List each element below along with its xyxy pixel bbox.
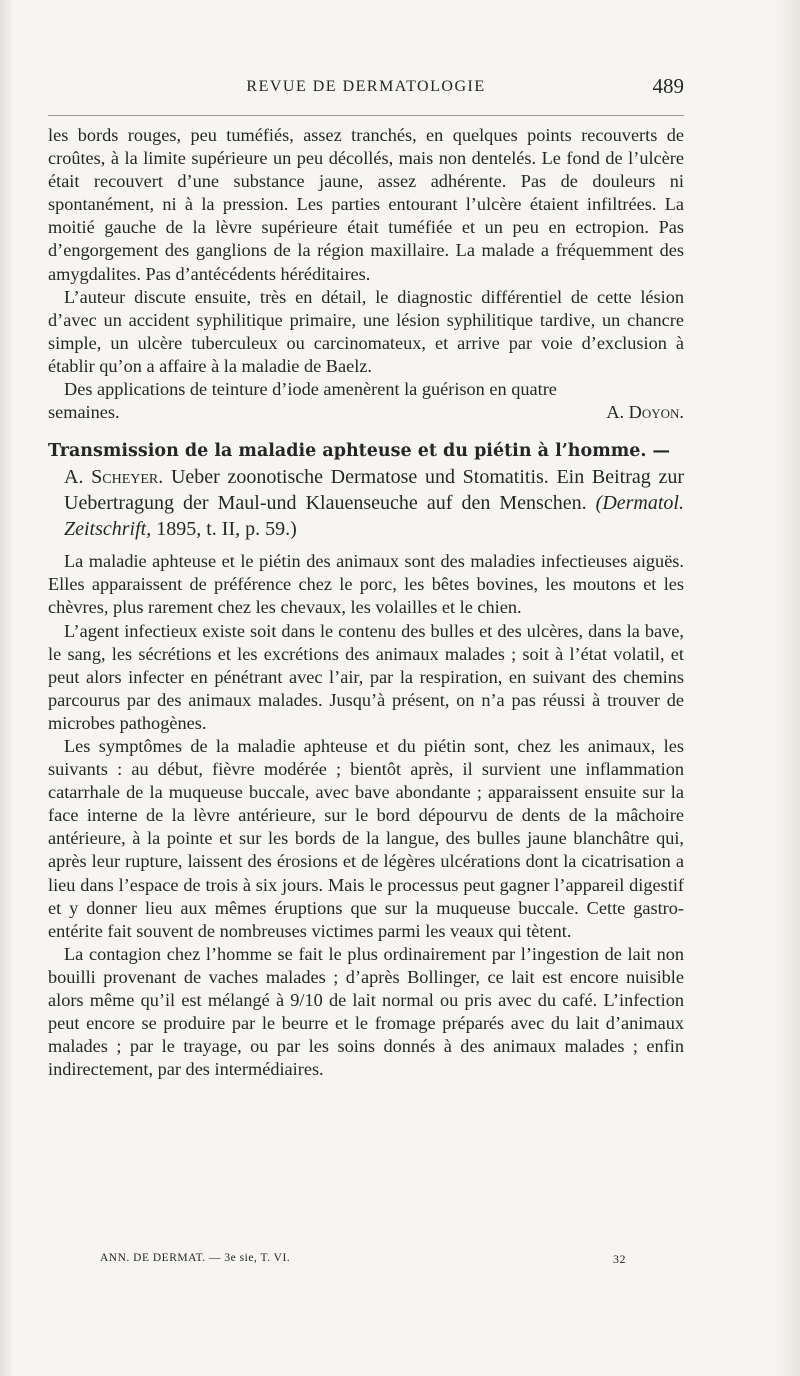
paragraph: La maladie aphteuse et le piétin des animaux sont des maladies infectieuses aiguës. Elles apparaissent de préférence chez le porc, les bêtes bovines, les moutons et les chèvres, plus rarement chez les chevaux, les volailles et le chien.	[48, 551, 684, 618]
reviewer-signature: A. Doyon.	[606, 402, 684, 423]
header-rule	[48, 115, 684, 116]
page-number: 489	[652, 74, 684, 98]
signed-line-text: semaines.	[48, 402, 120, 423]
paragraph: La contagion chez l’homme se fait le plus ordinairement par l’ingestion de lait non bouilli provenant de vaches malades ; d’après Bollinger, ce lait est encore nuisible alors même qu’il est mélangé à 9/10 de lait normal ou pris avec du café. L’infection peut encore se produire par le beurre et le fromage préparés avec du lait d’animaux malades ; par le trayage, ou par les soins donnés à des animaux malades ; enfin indirectement, par des intermédiaires.	[48, 943, 684, 1080]
paragraph: les bords rouges, peu tuméfiés, assez tranchés, en quelques points recouverts de croûtes, à la limite supérieure un peu décollés, mais non dentelés. Le fond de l’ulcère était recouvert d’une substance jaune, assez adhérente. Pas de douleurs ni spontanément, ni à la pression. Les parties entourant l’ulcère étaient infiltrées. La moitié gauche de la lèvre supérieure était tuméfiée et un peu en ectropion. Pas d’engorgement des ganglions de la région maxillaire. La malade a fréquemment des amygdalites. Pas d’antécédents héréditaires.	[48, 125, 684, 284]
running-head	[48, 74, 684, 104]
article-citation: Ueber zoonotische Dermatose und Stomatitis. Ein Beitrag zur Uebertragung der Maul-und Klauenseuche auf den Menschen.	[64, 466, 684, 515]
text-block	[48, 124, 684, 1081]
paragraph: L’auteur discute ensuite, très en détail, le diagnostic différentiel de cette lésion d’avec un accident syphilitique primaire, une lésion syphilitique tardive, un chancre simple, un ulcère tuberculeux ou carcinomateux, et arrive par voie d’exclusion à établir qu’on a affaire à la maladie de Baelz.	[48, 286, 684, 376]
page-edge-shadow	[776, 0, 800, 1376]
article-details: 1895, t. II, p. 59.)	[156, 518, 297, 541]
article-reference	[48, 464, 684, 542]
paragraph: Des applications de teinture d’iode amenèrent la guérison en quatre	[64, 379, 557, 400]
signed-line	[48, 401, 684, 424]
article-journal: (Dermatol. Zeitschrift,	[64, 492, 684, 541]
footer-signature: ANN. DE DERMAT. — 3e sie, T. VI.	[100, 1252, 291, 1264]
article-title: Transmission de la maladie aphteuse et du piétin à l’homme. —	[48, 441, 671, 462]
paragraph: Les symptômes de la maladie aphteuse et du piétin sont, chez les animaux, les suivants : au début, fièvre modérée ; bientôt après, il survient une inflammation catarrhale de la muqueuse buccale, avec bave abondante ; apparaissent ensuite sur la face interne de la lèvre antérieure, sur le bord dépourvu de dents de la mâchoire antérieure, à la pointe et sur les bords de la langue, des bulles jaune blanchâtre qui, après leur rupture, laissent des érosions et de légères ulcérations dont la cicatrisation a lieu dans l’espace de trois à six jours. Mais le processus peut gagner l’appareil digestif et y donner lieu aux mêmes éruptions que sur la muqueuse buccale. Cette gastro-entérite fait souvent de nombreuses victimes parmi les veaux qui tètent.	[48, 735, 684, 941]
page-footer	[100, 1252, 626, 1270]
article-author: A. Scheyer.	[64, 466, 164, 489]
journal-title: REVUE DE DERMATOLOGIE	[246, 78, 486, 95]
article-heading	[48, 437, 684, 542]
footer-sheet-number: 32	[613, 1252, 626, 1266]
paragraph: L’agent infectieux existe soit dans le contenu des bulles et des ulcères, dans la bave, le sang, les sécrétions et les excrétions des animaux malades ; soit à l’état volatil, et peut alors infecter en pénétrant avec l’air, par la respiration, en suivant des chemins parcourus par des animaux malades. Jusqu’à présent, on n’a pas réussi à trouver de microbes pathogènes.	[48, 620, 684, 733]
page-edge-shadow	[0, 0, 14, 1376]
